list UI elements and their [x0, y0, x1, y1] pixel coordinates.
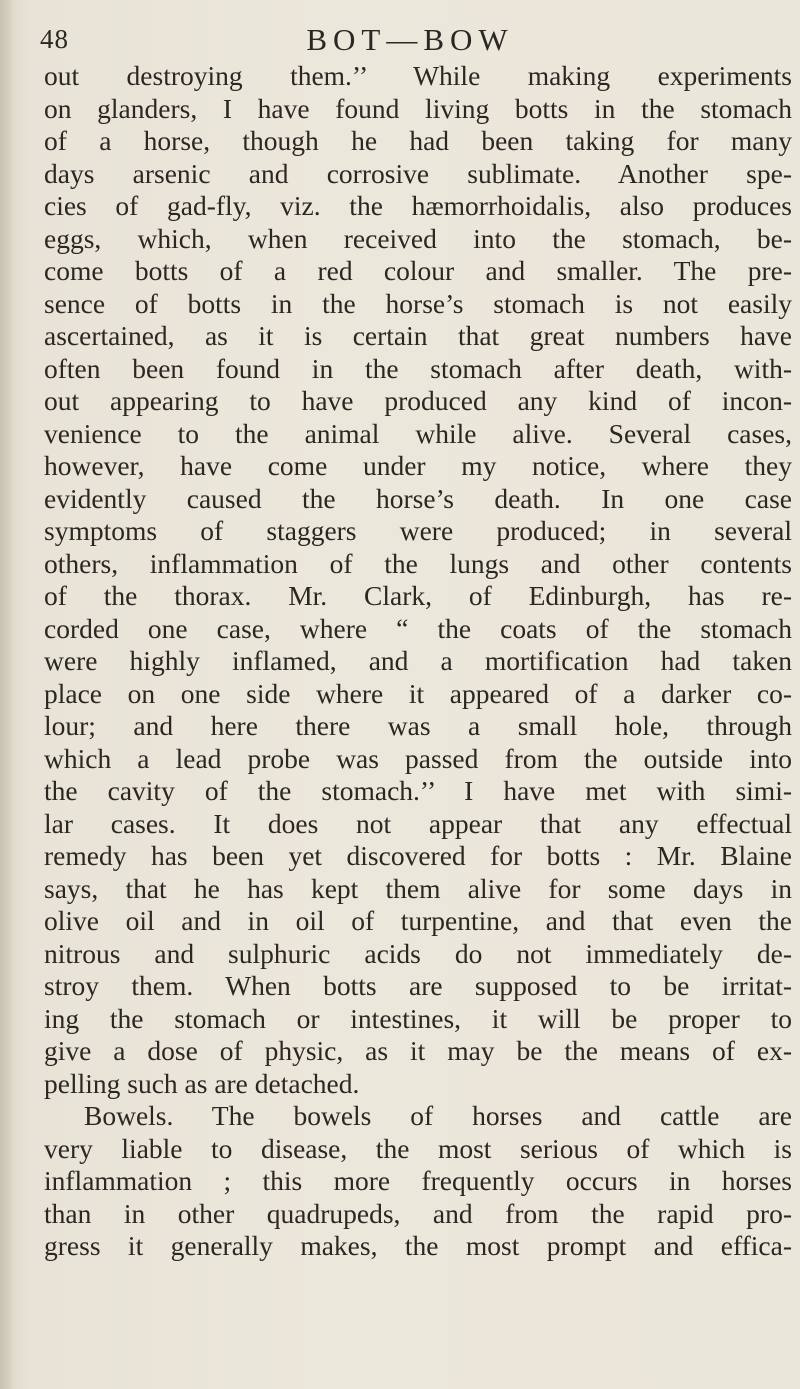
text-line: very liable to disease, the most serious of which is: [44, 1132, 792, 1164]
text-line: often been found in the stomach after death, with-: [44, 352, 792, 384]
body-text: [44, 60, 792, 1263]
text-line: corded one case, where “ the coats of the stomach: [44, 612, 792, 644]
text-line: stroy them. When botts are supposed to be irritat-: [44, 970, 792, 1001]
page-number: 48: [40, 24, 69, 54]
text-line: on glanders, I have found living botts in the stomach: [44, 92, 792, 124]
text-line: of a horse, though he had been taking for many: [44, 125, 792, 156]
spine-shadow: [0, 0, 14, 1389]
text-line: give a dose of physic, as it may be the means of ex-: [44, 1035, 792, 1066]
text-line: were highly inflamed, and a mortification had taken: [44, 645, 792, 676]
text-line: ascertained, as it is certain that great numbers have: [44, 320, 792, 351]
text-line: olive oil and in oil of turpentine, and that even the: [44, 905, 792, 936]
text-line: evidently caused the horse’s death. In one case: [44, 482, 792, 514]
text-line: out appearing to have produced any kind of incon-: [44, 385, 792, 416]
text-line: gress it generally makes, the most prompt and effica-: [44, 1230, 792, 1261]
text-line: ing the stomach or intestines, it will be proper to: [44, 1002, 792, 1034]
text-line: others, inflammation of the lungs and other contents: [44, 547, 792, 579]
text-line-entry-bowels: Bowels. The bowels of horses and cattle are: [84, 1100, 792, 1131]
text-line: days arsenic and corrosive sublimate. Another spe-: [44, 157, 792, 189]
text-line: sence of botts in the horse’s stomach is not easily: [44, 287, 792, 319]
text-line: the cavity of the stomach.’’ I have met with simi-: [44, 775, 792, 806]
text-line: venience to the animal while alive. Several cases,: [44, 417, 792, 449]
text-line: lar cases. It does not appear that any effectual: [44, 807, 792, 839]
running-head: BOT—BOW: [306, 22, 514, 57]
text-line: symptoms of staggers were produced; in several: [44, 515, 792, 546]
text-line: lour; and here there was a small hole, through: [44, 710, 792, 741]
text-line: nitrous and sulphuric acids do not immediately de-: [44, 937, 792, 969]
text-line: come botts of a red colour and smaller. The pre-: [44, 255, 792, 286]
text-line: out destroying them.’’ While making experiments: [44, 60, 792, 91]
text-line: of the thorax. Mr. Clark, of Edinburgh, has re-: [44, 580, 792, 611]
text-line: place on one side where it appeared of a darker co-: [44, 677, 792, 709]
text-line: pelling such as are detached.: [44, 1067, 360, 1099]
text-line: remedy has been yet discovered for botts : Mr. Blaine: [44, 840, 792, 871]
text-line: inflammation ; this more frequently occurs in horses: [44, 1165, 792, 1196]
page-header: [0, 22, 800, 60]
text-line: however, have come under my notice, where they: [44, 450, 792, 481]
text-line: which a lead probe was passed from the outside into: [44, 742, 792, 774]
text-line: cies of gad-fly, viz. the hæmorrhoidalis, also produces: [44, 190, 792, 221]
text-line: than in other quadrupeds, and from the rapid pro-: [44, 1197, 792, 1229]
text-line: says, that he has kept them alive for some days in: [44, 872, 792, 904]
text-line: eggs, which, when received into the stomach, be-: [44, 222, 792, 254]
